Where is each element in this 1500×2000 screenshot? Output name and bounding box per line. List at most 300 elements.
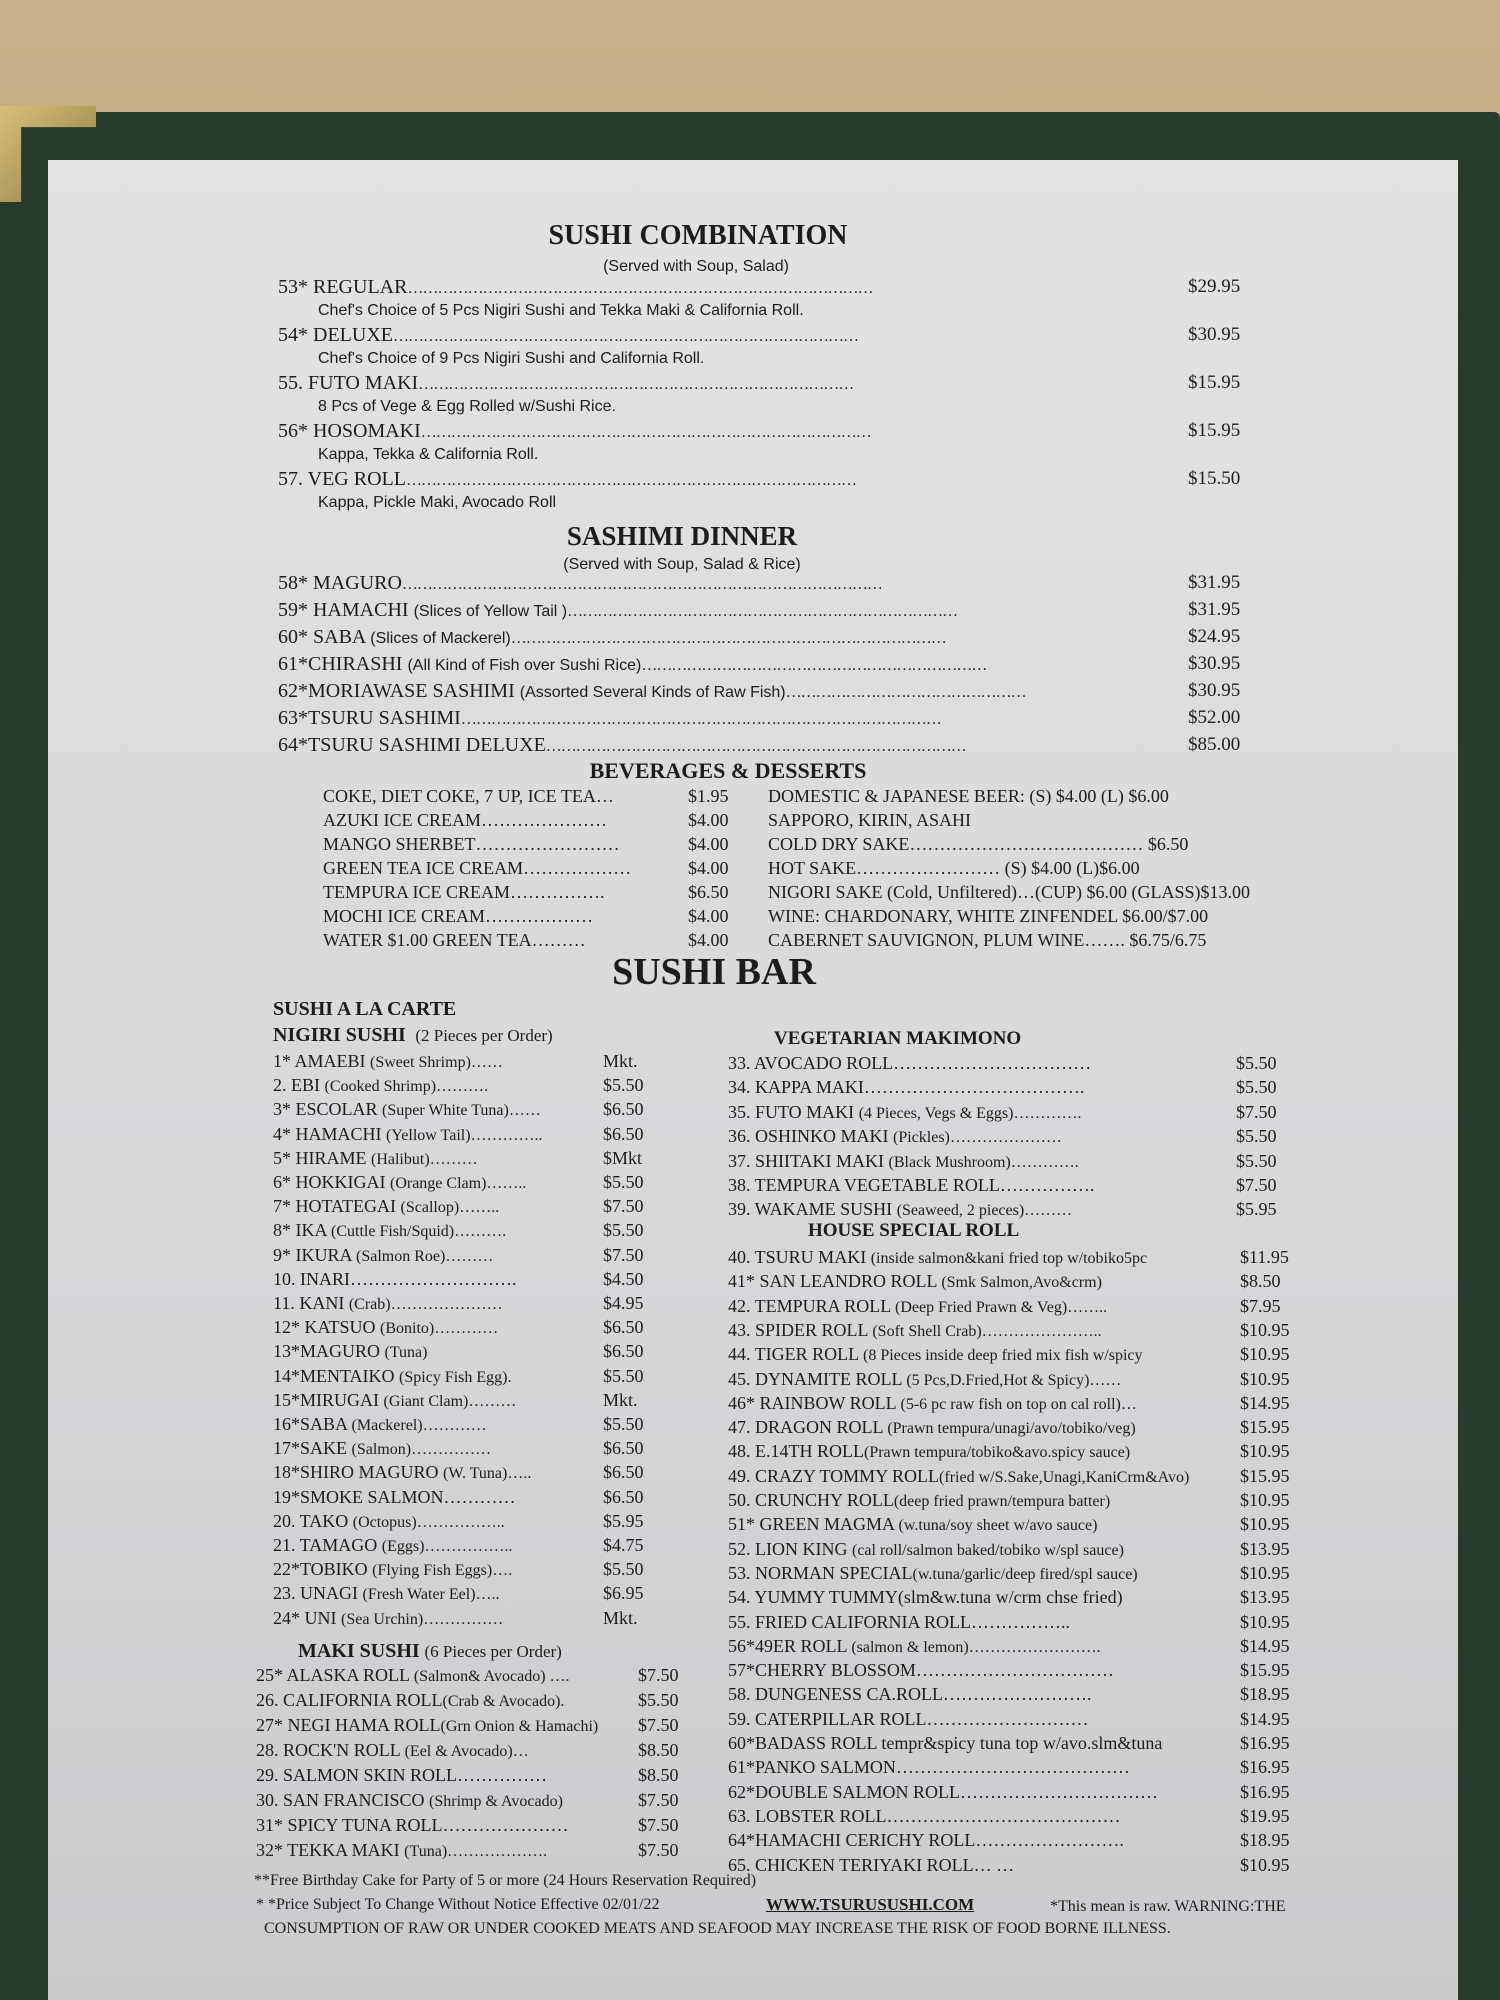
nigiri-item-note: (Salmon)……………	[351, 1441, 492, 1459]
nigiri-item-name: 11. KANI	[273, 1293, 349, 1313]
house-item-note: (deep fried prawn/tempura batter)	[893, 1493, 1111, 1510]
sashimi-item-dots: ……………………………………………………………	[641, 657, 987, 674]
beverage-item-price: $4.00	[688, 810, 729, 830]
house-item	[728, 1270, 1102, 1294]
maki-item-price: $7.50	[638, 1715, 679, 1735]
house-item-price: $18.95	[1240, 1684, 1290, 1705]
sashimi-item-name: 62*MORIAWASE SASHIMI	[278, 680, 520, 702]
maki-item	[256, 1714, 598, 1738]
combo-item-name: 57. VEG ROLL	[278, 468, 406, 490]
nigiri-item-note: (Super White Tuna)……	[382, 1102, 541, 1120]
house-item-price: $10.95	[1240, 1319, 1290, 1340]
house-item-note: (Prawn tempura/tobiko&avo.spicy sauce)	[863, 1444, 1131, 1462]
nigiri-item-price: $7.50	[603, 1244, 644, 1265]
house-item-price: $10.95	[1240, 1441, 1290, 1462]
house-item	[728, 1805, 1121, 1827]
nigiri-item-name: 18*SHIRO MAGURO	[273, 1462, 444, 1483]
nigiri-item-price: $6.50	[603, 1123, 644, 1144]
house-item	[728, 1611, 1070, 1633]
maki-item-name: 26. CALIFORNIA ROLL	[256, 1690, 443, 1710]
nigiri-item-name: 2. EBI	[273, 1075, 325, 1096]
beverage-item-price: $4.00	[688, 906, 729, 926]
house-item-note: (8 Pieces inside deep fried mix fish w/spicy	[863, 1347, 1143, 1365]
combo-item-dots: ……………………………………………………………………………	[418, 376, 854, 393]
sashimi-item-price: $31.95	[1188, 572, 1241, 593]
nigiri-heading	[273, 1024, 553, 1047]
house-item	[728, 1829, 1124, 1851]
house-item	[728, 1538, 1124, 1562]
house-item	[728, 1416, 1136, 1440]
combo-item-desc: Chef's Choice of 5 Pcs Nigiri Sushi and Tekka Maki & California Roll.	[318, 302, 804, 319]
nigiri-item	[273, 1413, 487, 1437]
combo-item	[278, 468, 856, 492]
veg-item-note: (4 Pieces, Vegs & Eggs)………….	[858, 1104, 1082, 1122]
maki-item-price: $7.50	[638, 1840, 679, 1860]
house-item-note: (salmon & lemon)…………………….	[851, 1638, 1101, 1656]
house-item-name: 54. YUMMY TUMMY(slm&w.tuna w/crm chse fried)	[728, 1587, 1123, 1608]
veg-item-name: 39. WAKAME SUSHI	[728, 1199, 897, 1220]
section-title-sushi-combination: SUSHI COMBINATION	[548, 220, 848, 251]
nigiri-item-note: (Salmon Roe)………	[356, 1247, 494, 1265]
maki-item	[256, 1764, 547, 1786]
house-item-name: 43. SPIDER ROLL	[728, 1319, 873, 1340]
maki-note: (6 Pieces per Order)	[424, 1642, 562, 1661]
beverage-right-line: DOMESTIC & JAPANESE BEER: (S) $4.00 (L) $6.00	[768, 786, 1169, 806]
sashimi-item-price: $85.00	[1188, 734, 1241, 755]
nigiri-item-note: (Yellow Tail)…………..	[386, 1126, 543, 1144]
maki-item-name: 25* ALASKA ROLL	[256, 1665, 414, 1685]
house-item	[728, 1246, 1147, 1270]
nigiri-item-note: (Fresh Water Eel)…..	[362, 1586, 500, 1604]
house-item-price: $15.95	[1240, 1417, 1290, 1438]
nigiri-item	[273, 1123, 543, 1147]
nigiri-item-name: 23. UNAGI	[273, 1583, 363, 1604]
veg-item	[728, 1052, 1091, 1074]
nigiri-item	[273, 1340, 427, 1364]
beverage-right-line: COLD DRY SAKE………………………………… $6.50	[768, 834, 1189, 854]
house-item-price: $7.95	[1240, 1295, 1281, 1316]
sashimi-item-dots: ……………………………………………………………………………………	[460, 711, 941, 728]
sashimi-item-price: $31.95	[1188, 599, 1241, 620]
house-item	[728, 1756, 1130, 1778]
house-item-price: $13.95	[1240, 1538, 1290, 1559]
house-item-name: 41* SAN LEANDRO ROLL	[728, 1271, 942, 1292]
house-item-price: $8.50	[1240, 1271, 1281, 1292]
nigiri-item-price: $7.50	[603, 1196, 644, 1217]
combo-item-price: $15.50	[1188, 468, 1241, 489]
sashimi-item	[278, 680, 1026, 704]
house-item-note: (w.tuna/soy sheet w/avo sauce)	[898, 1517, 1098, 1535]
nigiri-item-price: $6.50	[603, 1099, 644, 1120]
house-item-price: $16.95	[1240, 1733, 1290, 1753]
house-item	[728, 1659, 1114, 1681]
veg-item	[728, 1198, 1072, 1222]
nigiri-item-price: $5.50	[603, 1365, 644, 1386]
house-item-name: 57*CHERRY BLOSSOM……………………………	[728, 1660, 1114, 1681]
house-item-note: (5 Pcs,D.Fried,Hot & Spicy)……	[906, 1371, 1122, 1389]
house-item-name: 53. NORMAN SPECIAL	[728, 1562, 913, 1583]
nigiri-item	[273, 1147, 478, 1171]
nigiri-item	[273, 1195, 499, 1219]
sashimi-item	[278, 599, 957, 623]
nigiri-item-price: $6.50	[603, 1341, 644, 1362]
maki-item-note: (Eel & Avocado)…	[404, 1743, 529, 1760]
nigiri-item	[273, 1437, 491, 1461]
nigiri-item-note: (Scallop)……..	[400, 1199, 500, 1217]
nigiri-item-price: $5.50	[603, 1220, 644, 1241]
sashimi-item-dots: …………………………………………………………………………	[545, 738, 966, 755]
nigiri-item-price: $6.50	[603, 1486, 644, 1507]
raw-notice: *This mean is raw. WARNING:THE	[1050, 1898, 1286, 1915]
nigiri-item-name: 13*MAGURO	[273, 1341, 385, 1362]
sashimi-item-name: 61*CHIRASHI	[278, 653, 408, 675]
nigiri-item-name: 6* HOKKIGAI	[273, 1172, 390, 1192]
house-item	[728, 1635, 1101, 1659]
house-item-name: 50. CRUNCHY ROLL	[728, 1490, 894, 1510]
nigiri-item-note: (Eggs)……………..	[381, 1538, 513, 1555]
birthday-note: **Free Birthday Cake for Party of 5 or more (24 Hours Reservation Required)	[254, 1872, 757, 1889]
house-item-name: 44. TIGER ROLL	[728, 1344, 863, 1365]
nigiri-item-note: (Spicy Fish Egg).	[399, 1368, 512, 1386]
maki-item-name: 31* SPICY TUNA ROLL…………………	[256, 1815, 569, 1835]
house-item-name: 45. DYNAMITE ROLL	[728, 1368, 907, 1389]
nigiri-item	[273, 1607, 503, 1631]
veg-item-price: $5.95	[1236, 1199, 1277, 1220]
maki-item-note: (Grn Onion & Hamachi)	[440, 1718, 599, 1735]
nigiri-item	[273, 1268, 517, 1290]
beverage-item-name: COKE, DIET COKE, 7 UP, ICE TEA…	[323, 786, 614, 806]
nigiri-item-name: 24* UNI	[273, 1607, 341, 1628]
combo-item-price: $30.95	[1188, 324, 1241, 345]
nigiri-item-name: 8* IKA	[273, 1220, 331, 1241]
nigiri-item-note: (Mackerel)…………	[351, 1417, 487, 1434]
house-item-name: 52. LION KING	[728, 1538, 852, 1559]
house-item-note: (Soft Shell Crab)…………………..	[872, 1322, 1102, 1340]
nigiri-item-note: (Cooked Shrimp)……….	[324, 1078, 489, 1096]
nigiri-item	[273, 1486, 516, 1508]
nigiri-title: NIGIRI SUSHI	[273, 1024, 406, 1046]
combo-item-name: 56* HOSOMAKI	[278, 420, 421, 442]
combo-item	[278, 372, 853, 396]
nigiri-item	[273, 1582, 500, 1606]
nigiri-item-name: 9* IKURA	[273, 1244, 357, 1265]
sashimi-item-note: (Slices of Mackerel)	[370, 630, 511, 647]
beverage-item-name: AZUKI ICE CREAM…………………	[323, 810, 607, 830]
combo-item-dots: …………………………………………………………………………………	[392, 328, 858, 345]
beverage-item-name: WATER $1.00 GREEN TEA………	[323, 930, 586, 950]
sashimi-item-name: 59* HAMACHI	[278, 599, 414, 621]
maki-item-note: (Shrimp & Avocado)	[429, 1793, 563, 1810]
nigiri-item	[273, 1219, 506, 1243]
section-title-beverages: BEVERAGES & DESSERTS	[589, 758, 867, 783]
nigiri-item-note: (Sea Urchin)……………	[341, 1610, 504, 1628]
sashimi-item-price: $24.95	[1188, 626, 1241, 647]
house-item-note: (w.tuna/garlic/deep fired/spl sauce)	[912, 1565, 1138, 1583]
maki-item-note: (Salmon& Avocado) ….	[413, 1668, 570, 1685]
house-item-name: 56*49ER ROLL	[728, 1635, 852, 1656]
nigiri-item-note: (Octopus)……………..	[352, 1513, 505, 1531]
section-title-sashimi-dinner: SASHIMI DINNER	[566, 521, 798, 551]
nigiri-item	[273, 1244, 493, 1268]
house-item-name: 60*BADASS ROLL tempr&spicy tuna top w/avo.slm&tuna	[728, 1733, 1163, 1753]
house-item-name: 59. CATERPILLAR ROLL………………………	[728, 1708, 1089, 1729]
sashimi-item-price: $30.95	[1188, 680, 1241, 701]
maki-item	[256, 1689, 564, 1713]
beverage-right-line: SAPPORO, KIRIN, ASAHI	[768, 810, 972, 830]
beverage-item-price: $4.00	[688, 930, 729, 950]
combo-item-name: 55. FUTO MAKI	[278, 372, 419, 394]
veg-item-note: (Seaweed, 2 pieces)………	[896, 1202, 1073, 1220]
combo-item-dots: …………………………………………………………………………………	[407, 280, 873, 297]
house-item	[728, 1392, 1137, 1416]
house-item-name: 47. DRAGON ROLL	[728, 1417, 888, 1438]
nigiri-item	[273, 1050, 503, 1074]
nigiri-item	[273, 1510, 505, 1534]
nigiri-item-note: (Sweet Shrimp)……	[370, 1054, 503, 1071]
nigiri-item-name: 5* HIRAME	[273, 1147, 371, 1168]
sashimi-item	[278, 653, 986, 677]
veg-item-name: 36. OSHINKO MAKI	[728, 1126, 893, 1147]
nigiri-item-note: (Bonito)…………	[380, 1320, 499, 1338]
nigiri-item-name: 21. TAMAGO	[273, 1535, 382, 1555]
sashimi-item-name: 60* SABA	[278, 626, 371, 648]
house-item-price: $14.95	[1240, 1392, 1290, 1413]
nigiri-item-note: (Cuttle Fish/Squid)……….	[331, 1223, 507, 1241]
house-item-price: $14.95	[1240, 1708, 1290, 1729]
combo-item-desc: Kappa, Tekka & California Roll.	[318, 446, 539, 463]
section-subtitle-sushi-combination: (Served with Soup, Salad)	[603, 258, 789, 275]
house-item-note: (cal roll/salmon baked/tobiko w/spl sauce)	[851, 1541, 1124, 1559]
house-item	[728, 1586, 1123, 1608]
veg-item-note: (Black Mushroom)………….	[888, 1153, 1079, 1171]
health-warning: CONSUMPTION OF RAW OR UNDER COOKED MEATS AND SEAFOOD MAY INCREASE THE RISK OF FOOD BORNE ILLNESS.	[264, 1920, 1171, 1937]
house-item-price: $13.95	[1240, 1587, 1290, 1608]
house-item-note: (fried w/S.Sake,Unagi,KaniCrm&Avo)	[939, 1468, 1190, 1486]
nigiri-item-name: 14*MENTAIKO	[273, 1365, 400, 1386]
beverage-right-line: WINE: CHARDONARY, WHITE ZINFENDEL $6.00/$7.00	[768, 906, 1209, 926]
house-item-price: $10.95	[1240, 1611, 1290, 1632]
maki-item-name: 29. SALMON SKIN ROLL……………	[256, 1765, 548, 1785]
nigiri-item-price: Mkt.	[603, 1607, 638, 1628]
combo-item-dots: ………………………………………………………………………………	[405, 472, 856, 489]
house-item-price: $18.95	[1240, 1830, 1290, 1851]
sashimi-item-note: (Assorted Several Kinds of Raw Fish)	[519, 684, 786, 701]
nigiri-item-price: $6.50	[603, 1462, 644, 1483]
maki-item-note: (Tuna)……………….	[404, 1843, 548, 1860]
veg-item	[728, 1101, 1081, 1125]
beverage-item-price: $4.00	[688, 858, 729, 878]
house-item	[728, 1562, 1138, 1586]
house-item	[728, 1368, 1121, 1392]
house-item-price: $15.95	[1240, 1660, 1290, 1681]
sashimi-item-price: $30.95	[1188, 653, 1241, 674]
combo-item-price: $15.95	[1188, 420, 1241, 441]
nigiri-item	[273, 1171, 526, 1195]
nigiri-item-name: 1* AMAEBI	[273, 1051, 371, 1071]
sashimi-item-name: 63*TSURU SASHIMI	[278, 707, 461, 729]
maki-heading	[298, 1640, 562, 1663]
house-item-price: $10.95	[1240, 1854, 1290, 1875]
nigiri-item	[273, 1389, 516, 1413]
maki-item-note: (Crab & Avocado).	[442, 1693, 565, 1710]
maki-item-price: $7.50	[638, 1665, 679, 1685]
nigiri-item-name: 12* KATSUO	[273, 1317, 381, 1338]
nigiri-item	[273, 1292, 503, 1316]
nigiri-item-note: (Giant Clam)………	[383, 1392, 517, 1410]
sashimi-item-dots: ……………………………………………………………………	[567, 603, 958, 620]
veg-heading: VEGETARIAN MAKIMONO	[774, 1028, 1022, 1049]
nigiri-item-price: Mkt.	[603, 1389, 638, 1410]
house-item-note: (Prawn tempura/unagi/avo/tobiko/veg)	[887, 1420, 1136, 1438]
maki-title: MAKI SUSHI	[298, 1640, 420, 1662]
beverage-right-line: NIGORI SAKE (Cold, Unfiltered)…(CUP) $6.00 (GLASS)$13.00	[768, 882, 1250, 902]
sashimi-item	[278, 572, 882, 596]
house-item-name: 42. TEMPURA ROLL	[728, 1295, 896, 1316]
sashimi-item-name: 64*TSURU SASHIMI DELUXE	[278, 734, 546, 756]
house-item	[728, 1781, 1158, 1803]
house-item	[728, 1465, 1189, 1489]
house-item	[728, 1319, 1102, 1343]
house-item	[728, 1295, 1107, 1319]
house-item-name: 46* RAINBOW ROLL	[728, 1392, 901, 1413]
veg-item-name: 35. FUTO MAKI	[728, 1101, 859, 1122]
sashimi-item-note: (Slices of Yellow Tail )	[413, 603, 568, 620]
maki-item-price: $5.50	[638, 1690, 679, 1710]
nigiri-item-note: (Tuna)	[384, 1344, 428, 1362]
house-item-name: 65. CHICKEN TERIYAKI ROLL… …	[728, 1854, 1015, 1875]
house-item-note: (Smk Salmon,Avo&crm)	[941, 1274, 1102, 1292]
house-item-price: $19.95	[1240, 1805, 1290, 1826]
combo-item	[278, 324, 858, 348]
house-item-name: 40. TSURU MAKI	[728, 1247, 871, 1267]
house-item-name: 62*DOUBLE SALMON ROLL……………………………	[728, 1781, 1158, 1802]
maki-item-price: $8.50	[638, 1740, 679, 1760]
maki-item	[256, 1664, 570, 1688]
veg-item-name: 38. TEMPURA VEGETABLE ROLL…………….	[728, 1175, 1095, 1195]
house-item-note: (Deep Fried Prawn & Veg)……..	[895, 1298, 1108, 1316]
nigiri-item-name: 15*MIRUGAI	[273, 1389, 384, 1410]
website-link[interactable]: WWW.TSURUSUSHI.COM	[766, 1895, 975, 1914]
nigiri-item-note: (Orange Clam)……..	[389, 1175, 527, 1192]
house-item-price: $10.95	[1240, 1514, 1290, 1535]
nigiri-item-name: 16*SABA	[273, 1414, 352, 1434]
house-item	[728, 1683, 1092, 1705]
nigiri-item-price: $6.50	[603, 1438, 644, 1459]
nigiri-item-name: 20. TAKO	[273, 1510, 353, 1531]
veg-item-name: 34. KAPPA MAKI……………………………….	[728, 1077, 1085, 1098]
house-item-note: (inside salmon&kani fried top w/tobiko5pc	[870, 1250, 1148, 1267]
house-item	[728, 1854, 1014, 1876]
nigiri-item	[273, 1534, 512, 1558]
veg-item-price: $5.50	[1236, 1053, 1277, 1073]
nigiri-item-name: 17*SAKE	[273, 1438, 352, 1459]
nigiri-item-note: (W. Tuna)…..	[443, 1465, 532, 1483]
house-item-name: 51* GREEN MAGMA	[728, 1514, 899, 1535]
maki-item	[256, 1739, 529, 1763]
veg-item-price: $5.50	[1236, 1077, 1277, 1098]
house-item-price: $16.95	[1240, 1781, 1290, 1802]
combo-item-price: $29.95	[1188, 276, 1241, 297]
menu-page	[48, 160, 1458, 2000]
nigiri-item	[273, 1365, 512, 1389]
beverage-item-price: $4.00	[688, 834, 729, 854]
house-item	[728, 1489, 1110, 1513]
veg-item-price: $5.50	[1236, 1150, 1277, 1171]
sashimi-item-dots: ……………………………………………………………………………	[510, 630, 946, 647]
nigiri-item-name: 3* ESCOLAR	[273, 1099, 383, 1120]
combo-item-name: 54* DELUXE	[278, 324, 393, 346]
combo-item-dots: ………………………………………………………………………………	[420, 424, 871, 441]
house-item-name: 55. FRIED CALIFORNIA ROLL……………..	[728, 1611, 1071, 1632]
house-item	[728, 1708, 1089, 1730]
combo-item	[278, 420, 871, 444]
house-item	[728, 1732, 1162, 1754]
veg-item-note: (Pickles)…………………	[893, 1129, 1062, 1147]
house-item-name: 49. CRAZY TOMMY ROLL	[728, 1465, 940, 1486]
maki-item-name: 30. SAN FRANCISCO	[256, 1790, 430, 1810]
house-item-price: $15.95	[1240, 1465, 1290, 1486]
maki-item-name: 28. ROCK'N ROLL	[256, 1740, 405, 1760]
maki-item-name: 32* TEKKA MAKI	[256, 1840, 405, 1860]
house-item-name: 61*PANKO SALMON…………………………………	[728, 1757, 1130, 1778]
sashimi-item-price: $52.00	[1188, 707, 1241, 728]
house-item	[728, 1343, 1143, 1367]
house-item-price: $10.95	[1240, 1562, 1290, 1583]
nigiri-item-price: $5.95	[603, 1510, 644, 1531]
house-heading: HOUSE SPECIAL ROLL	[808, 1220, 1020, 1241]
sashimi-item-dots: ……………………………………………………………………………………	[401, 576, 882, 593]
nigiri-item-price: Mkt.	[603, 1051, 638, 1071]
nigiri-item-price: $5.50	[603, 1559, 644, 1580]
house-item	[728, 1440, 1130, 1464]
beverage-item-price: $6.50	[688, 882, 729, 902]
sashimi-item-name: 58* MAGURO	[278, 572, 402, 594]
combo-item-desc: Chef's Choice of 9 Pcs Nigiri Sushi and California Roll.	[318, 350, 705, 367]
sashimi-item-note: (All Kind of Fish over Sushi Rice)	[407, 657, 642, 674]
sashimi-item	[278, 626, 946, 650]
house-item-note: (5-6 pc raw fish on top on cal roll)…	[900, 1395, 1137, 1413]
veg-item-name: 37. SHIITAKI MAKI	[728, 1150, 889, 1171]
maki-item	[256, 1789, 563, 1813]
house-item-price: $11.95	[1240, 1247, 1289, 1267]
combo-item-desc: Kappa, Pickle Maki, Avocado Roll	[318, 494, 557, 511]
nigiri-item-price: $5.50	[603, 1172, 644, 1192]
nigiri-item-note: (Flying Fish Eggs)….	[372, 1562, 513, 1580]
nigiri-item-price: $6.50	[603, 1317, 644, 1338]
veg-item-price: $7.50	[1236, 1101, 1277, 1122]
nigiri-item-note: (Halibut)………	[371, 1150, 478, 1168]
combo-item-name: 53* REGULAR	[278, 276, 408, 298]
nigiri-item-name: 19*SMOKE SALMON…………	[273, 1486, 516, 1507]
combo-item-desc: 8 Pcs of Vege & Egg Rolled w/Sushi Rice.	[318, 398, 616, 415]
beverage-item-price: $1.95	[688, 786, 729, 806]
nigiri-item-price: $5.50	[603, 1414, 644, 1434]
nigiri-item-price: $4.50	[603, 1268, 644, 1289]
house-item-name: 48. E.14TH ROLL	[728, 1441, 864, 1462]
house-item-name: 63. LOBSTER ROLL…………………………………	[728, 1805, 1121, 1826]
maki-item-price: $8.50	[638, 1765, 679, 1785]
nigiri-item	[273, 1098, 541, 1122]
a-la-carte-heading: SUSHI A LA CARTE	[273, 998, 457, 1020]
combo-item-price: $15.95	[1188, 372, 1241, 393]
house-item-price: $10.95	[1240, 1344, 1290, 1365]
nigiri-item-price: $4.75	[603, 1535, 644, 1555]
veg-item	[728, 1076, 1084, 1098]
sashimi-item	[278, 734, 966, 758]
nigiri-item	[273, 1558, 512, 1582]
nigiri-item-price: $4.95	[603, 1293, 644, 1313]
veg-item-price: $5.50	[1236, 1126, 1277, 1147]
